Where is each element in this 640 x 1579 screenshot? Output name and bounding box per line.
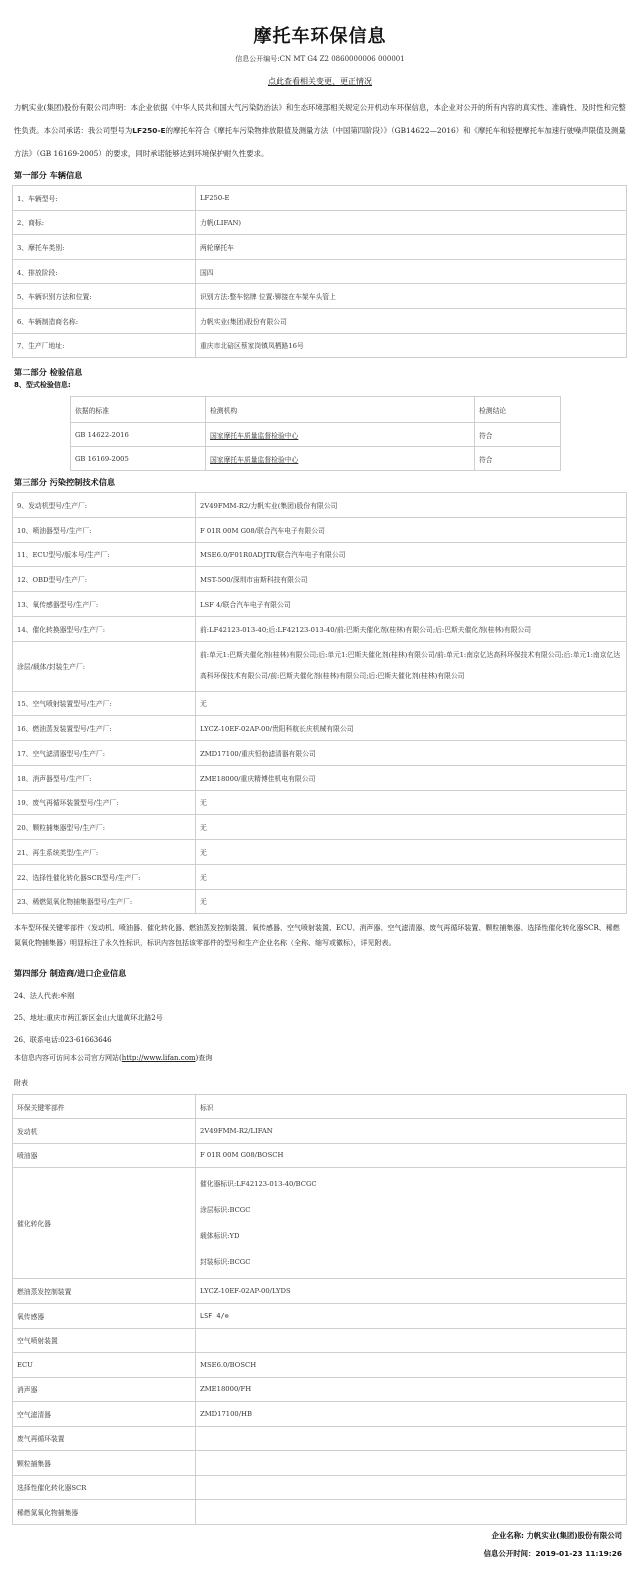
field-label: 18、消声器型号/生产厂: [13,765,196,790]
field-label: 15、空气喷射装置型号/生产厂: [13,691,196,716]
field-label: 涂层/载体/封装生产厂: [13,641,196,691]
component-mark: ZME18000/FH [196,1377,627,1402]
pollution-control-row [13,765,627,790]
footer-date: 信息公开时间：2019-01-23 11:19:26 [483,1549,622,1558]
components-note: 本车型环保关键零部件（发动机、喷油器、催化转化器、燃油蒸发控制装置、氧传感器、空气喷射装置、ECU、消声器、空气滤清器、废气再循环装置、颗粒捕集器、选择性催化转化器SCR、稀燃氮氧化物捕集器）明显标注了永久性标识，标识内容包括该零部件的型号和生产企业名称（全称、缩写或徽标），详见附表。 [14,924,620,947]
inspection-header-row [71,397,561,423]
column-header: 检测结论 [475,397,561,423]
pollution-control-row [13,542,627,567]
inspection-row [71,447,561,471]
field-label: 17、空气滤清器型号/生产厂: [13,741,196,766]
pollution-control-row [13,517,627,542]
component-mark: 2V49FMM-R2/LIFAN [196,1119,627,1144]
appendix-row [13,1119,627,1144]
field-label: 19、废气再循环装置型号/生产厂: [13,790,196,815]
institution-cell[interactable]: 国家摩托车质量监督检验中心 [206,447,475,471]
pollution-control-row [13,616,627,641]
component-label: 废气再循环装置 [13,1426,196,1451]
appendix-title: 附表 [14,1079,28,1087]
component-mark: LSF 4/⊜ [196,1303,627,1328]
field-value: 识别方法:整车铭牌 位置:铆接在车架车头管上 [196,284,627,309]
column-header: 依据的标准 [71,397,206,423]
standard-cell: GB 16169-2005 [71,447,206,471]
component-label: 空气喷射装置 [13,1328,196,1353]
vehicle-info-table [12,185,627,358]
part2-subtitle: 8、型式检验信息: [14,381,71,389]
page-title: 摩托车环保信息 [253,26,387,47]
appendix-row [13,1377,627,1402]
vehicle-info-row [13,333,627,358]
field-value: 前:LF42123-013-40;后:LF42123-013-40/前:巴斯夫催化剂(桂林)有限公司;后:巴斯夫催化剂(桂林)有限公司 [196,616,627,641]
pollution-control-row [13,815,627,840]
vehicle-info-row [13,210,627,235]
component-mark [196,1426,627,1451]
footer-company: 企业名称: 力帆实业(集团)股份有限公司 [491,1531,622,1540]
column-header: 环保关键零部件 [13,1095,196,1119]
pollution-control-row [13,716,627,741]
field-label: 7、生产厂地址: [13,333,196,358]
inspection-row [71,423,561,447]
field-label: 5、车辆识别方法和位置: [13,284,196,309]
component-mark [196,1328,627,1353]
component-label: 空气滤清器 [13,1402,196,1427]
pollution-control-row [13,567,627,592]
pollution-control-row [13,691,627,716]
appendix-row [13,1426,627,1451]
field-label: 20、颗粒捕集器型号/生产厂: [13,815,196,840]
component-mark [196,1475,627,1500]
website-note [14,1053,212,1063]
institution-cell[interactable]: 国家摩托车质量监督检验中心 [206,423,475,447]
field-value: LYCZ-10EF-02AP-00/贵阳科航长庆机械有限公司 [196,716,627,741]
field-label: 4、排放阶段: [13,259,196,284]
info-number: 信息公开编号:CN MT G4 Z2 0860000006 000001 [235,55,405,63]
part2-title: 第二部分 检验信息 [14,367,83,377]
declaration-text-1: 力帆实业(集团)股份有限公司声明：本企业依据《中华人民共和国大气污染防治法》和生态环境部相关规定公开机动车环保信息，本企业对公开的所有内容的真实性、准确性、及时性和完整性负责。本公司承诺：我公司型号为 [14,103,626,135]
catalyst-mark-line: 涂层标识:BCGC [200,1206,251,1214]
field-label: 14、催化转换器型号/生产厂: [13,616,196,641]
appendix-row [13,1143,627,1168]
field-value: ZME18000/重庆精博佳机电有限公司 [196,765,627,790]
part1-title: 第一部分 车辆信息 [14,170,83,180]
conclusion-cell: 符合 [475,447,561,471]
declaration [14,96,626,165]
field-label: 6、车辆制造商名称: [13,308,196,333]
appendix-row [13,1279,627,1304]
component-label: ECU [13,1353,196,1378]
field-value: 无 [196,691,627,716]
part4-title: 第四部分 制造商/进口企业信息 [14,968,127,978]
appendix-row [13,1353,627,1378]
company-phone: 26、联系电话:023-61663646 [14,1036,112,1044]
pollution-control-row [13,864,627,889]
field-label: 9、发动机型号/生产厂: [13,493,196,518]
vehicle-info-row [13,186,627,211]
component-mark: LYCZ-10EF-02AP-00/LYDS [196,1279,627,1304]
field-value: F 01R 00M G08/联合汽车电子有限公司 [196,517,627,542]
appendix-row [13,1328,627,1353]
field-value: ZMD17100/重庆恒勃滤清器有限公司 [196,741,627,766]
appendix-row [13,1402,627,1427]
component-mark: ZMD17100/HB [196,1402,627,1427]
field-value: 两轮摩托车 [196,235,627,260]
field-value: 前:单元1:巴斯夫催化剂(桂林)有限公司;后:单元1:巴斯夫催化剂(桂林)有限公司/前:单元1:南京亿达高科环保技术有限公司;后:单元1:南京亿达高科环保技术有限公司/前:巴斯夫催化剂(桂林)有限公司;后:巴斯夫催化剂(桂林)有限公司 [196,641,627,691]
conclusion-cell: 符合 [475,423,561,447]
vehicle-info-row [13,308,627,333]
field-label: 2、商标: [13,210,196,235]
field-value: 无 [196,840,627,865]
field-label: 21、再生系统类型/生产厂: [13,840,196,865]
field-value: 力帆实业(集团)股份有限公司 [196,308,627,333]
appendix-table [12,1094,627,1525]
field-value: MST-500/深圳市宙斯科技有限公司 [196,567,627,592]
catalyst-mark-line: 催化器标识:LF42123-013-40/BCGC [200,1180,317,1188]
pollution-control-row [13,840,627,865]
vehicle-info-row [13,259,627,284]
field-label: 3、摩托车类别: [13,235,196,260]
website-link[interactable]: http://www.lifan.com [121,1054,196,1062]
field-value: LF250-E [196,186,627,211]
field-label: 12、OBD型号/生产厂: [13,567,196,592]
field-label: 10、喷油器型号/生产厂: [13,517,196,542]
component-label: 选择性催化转化器SCR [13,1475,196,1500]
component-label: 氧传感器 [13,1303,196,1328]
declaration-text-2: 的摩托车符合《摩托车污染物排放限值及测量方法（中国第四阶段）》（GB14622—2016）和《摩托车和轻便摩托车加速行驶噪声限值及测量方法》（GB 16169-2005）的要求，同时承诺能够达到环境保护耐久性要求。 [14,126,626,158]
pollution-control-row [13,641,627,691]
component-label: 催化转化器 [13,1168,196,1279]
field-value: 国四 [196,259,627,284]
pollution-control-row [13,790,627,815]
field-value: 重庆市北碚区蔡家岗镇凤栖路16号 [196,333,627,358]
catalyst-mark-line: 封装标识:BCGC [200,1258,251,1266]
appendix-row [13,1303,627,1328]
field-value: 无 [196,864,627,889]
part3-title: 第三部分 污染控制技术信息 [14,477,116,487]
field-label: 23、稀燃氮氧化物捕集器型号/生产厂: [13,889,196,914]
component-mark [196,1451,627,1476]
change-history-link[interactable]: 点此查看相关变更、更正情况 [268,77,372,86]
component-label: 消声器 [13,1377,196,1402]
catalyst-marks [196,1168,627,1279]
component-label: 喷油器 [13,1143,196,1168]
declaration-model: LF250-E [132,126,166,135]
field-label: 22、选择性催化转化器SCR型号/生产厂: [13,864,196,889]
field-label: 13、氧传感器型号/生产厂: [13,592,196,617]
component-label: 燃油蒸发控制装置 [13,1279,196,1304]
company-address: 25、地址:重庆市两江新区金山大道黄环北路2号 [14,1014,163,1022]
vehicle-info-row [13,235,627,260]
field-label: 1、车辆型号: [13,186,196,211]
component-label: 发动机 [13,1119,196,1144]
appendix-row [13,1500,627,1525]
component-mark [196,1500,627,1525]
appendix-row-catalyst [13,1168,627,1279]
column-header: 检测机构 [206,397,475,423]
pollution-control-row [13,592,627,617]
standard-cell: GB 14622-2016 [71,423,206,447]
appendix-row [13,1475,627,1500]
website-prefix: 本信息内容可访问本公司官方网站( [14,1054,122,1062]
pollution-control-row [13,889,627,914]
component-label: 颗粒捕集器 [13,1451,196,1476]
component-mark: MSE6.0/BOSCH [196,1353,627,1378]
pollution-control-row [13,741,627,766]
field-value: 无 [196,790,627,815]
appendix-row [13,1451,627,1476]
field-value: LSF 4/联合汽车电子有限公司 [196,592,627,617]
field-value: 无 [196,815,627,840]
appendix-header-row [13,1095,627,1119]
component-label: 稀燃氮氧化物捕集器 [13,1500,196,1525]
column-header: 标识 [196,1095,627,1119]
pollution-control-table [12,492,627,914]
field-value: 2V49FMM-R2/力帆实业(集团)股份有限公司 [196,493,627,518]
pollution-control-row [13,493,627,518]
website-suffix: )查询 [195,1054,213,1062]
legal-representative: 24、法人代表:牟刚 [14,992,75,1000]
field-label: 16、燃油蒸发装置型号/生产厂: [13,716,196,741]
component-mark: F 01R 00M G08/BOSCH [196,1143,627,1168]
vehicle-info-row [13,284,627,309]
field-label: 11、ECU型号/版本号/生产厂: [13,542,196,567]
inspection-table [70,396,561,471]
field-value: 力帆(LIFAN) [196,210,627,235]
catalyst-mark-line: 载体标识:YD [200,1232,240,1240]
field-value: MSE6.0/F01R0ADJTR/联合汽车电子有限公司 [196,542,627,567]
field-value: 无 [196,889,627,914]
